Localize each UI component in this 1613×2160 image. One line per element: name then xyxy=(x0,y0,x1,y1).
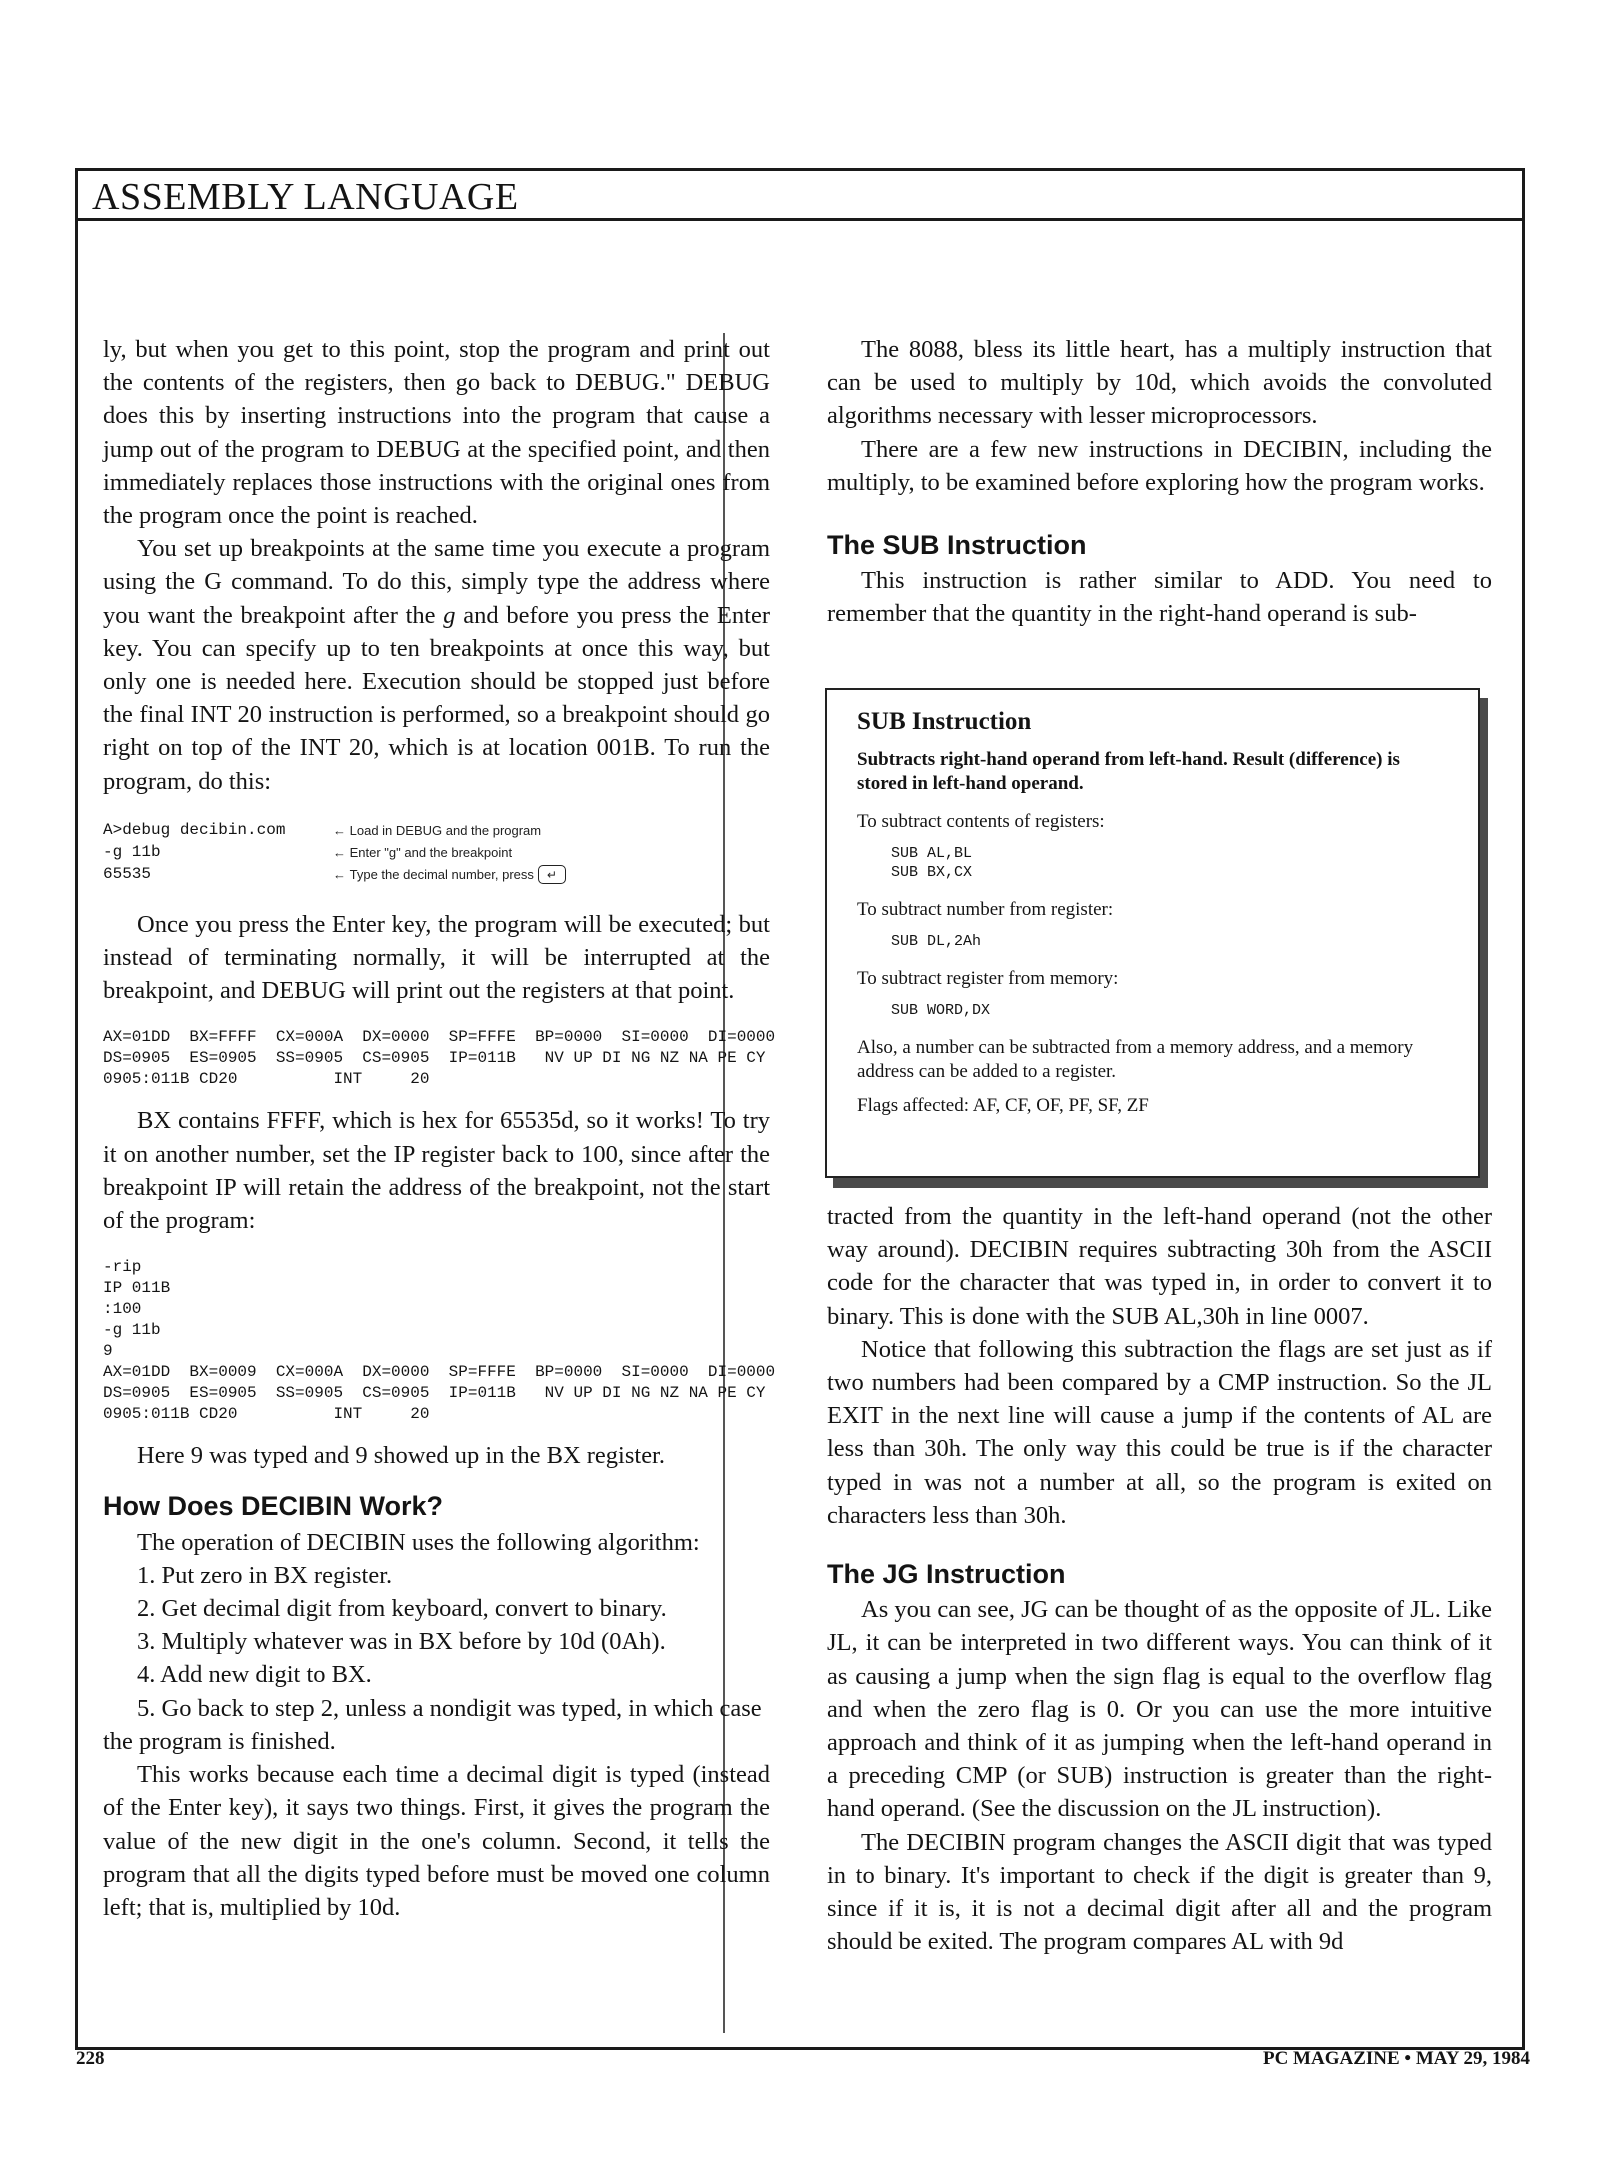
list-item: 4. Add new digit to BX. xyxy=(137,1661,372,1689)
left-paragraph-5: Here 9 was typed and 9 showed up in the BX register. xyxy=(137,1442,665,1470)
sidebar-code: SUB AL,BL SUB BX,CX xyxy=(891,845,973,881)
left-paragraph-1: ly, but when you get to this point, stop the program and print out the contents of the registers, then go back to DEBUG." DEBUG does this by inserting instructions into the program that cause a jump out of the program to DEBUG at the specified point, and then immediately replaces those instructions with the original ones from the program once the point is reached. xyxy=(103,336,770,530)
debug-command-listing xyxy=(103,820,770,886)
left-paragraph-6: The operation of DECIBIN uses the following algorithm: xyxy=(137,1528,700,1556)
command-row: 65535 ← Type the decimal number, press ↵ xyxy=(103,864,770,886)
right-paragraph-7: The DECIBIN program changes the ASCII digit that was typed in to binary. It's important to check if the digit is greater than 9, since if it is, it is not a decimal digit after all and the program should be exited. The program compares AL with 9d xyxy=(827,1828,1492,1956)
page-number: 228 xyxy=(76,2048,105,2069)
list-item: 2. Get decimal digit from keyboard, convert to binary. xyxy=(137,1595,667,1623)
command-row: A>debug decibin.com ← Load in DEBUG and the program xyxy=(103,820,770,842)
register-dump-2: -rip IP 011B :100 -g 11b 9 AX=01DD BX=0009 CX=000A DX=0000 SP=FFFE BP=0000 SI=0000 DI=0000 DS=0905 ES=0905 SS=0905 CS=0905 IP=011B NV UP DI NG NZ NA PE CY 0905:011B CD20 INT 20 xyxy=(103,1258,776,1424)
list-item: 1. Put zero in BX register. xyxy=(137,1561,393,1589)
list-item: 5. Go back to step 2, unless a nondigit was typed, in which case the program is finished. xyxy=(103,1694,762,1755)
left-paragraph-4: BX contains FFFF, which is hex for 65535d, so it works! To try it on another number, set the IP register back to 100, since after the breakpoint IP will retain the address of the breakpoint, not the start of the program: xyxy=(103,1107,770,1235)
right-paragraph-4: tracted from the quantity in the left-hand operand (not the other way around). DECIBIN requires subtracting 30h from the ASCII code for the character that was typed in, in order to convert it to binary. This is done with the SUB AL,30h in line 0007. xyxy=(827,1203,1492,1330)
left-paragraph-7: This works because each time a decimal digit is typed (instead of the Enter key), it says two things. First, it gives the program the value of the new digit in the one's column. Second, it tells the program that all the digits typed before must be moved one column left; that is, multiplied by 10d. xyxy=(103,1761,770,1921)
section-header xyxy=(78,171,1522,221)
heading-sub-instruction: The SUB Instruction xyxy=(827,530,1087,561)
algorithm-steps xyxy=(103,1559,770,1758)
sidebar-description: Subtracts right-hand operand from left-hand. Result (difference) is stored in left-hand operand. xyxy=(857,749,1400,794)
sub-instruction-sidebar xyxy=(825,688,1480,1178)
left-column xyxy=(103,333,776,1924)
sidebar-note: Also, a number can be subtracted from a memory address, and a memory address can be added to a register. xyxy=(857,1037,1414,1082)
sidebar-line: To subtract number from register: xyxy=(857,899,1114,920)
sidebar-line: To subtract contents of registers: xyxy=(857,811,1105,832)
enter-key-icon: ↵ xyxy=(538,865,566,884)
left-paragraph-3: Once you press the Enter key, the program will be executed; but instead of terminating normally, it will be interrupted at the breakpoint, and DEBUG will print out the registers at that point. xyxy=(103,910,770,1005)
right-column-bottom xyxy=(827,1200,1492,1958)
register-dump-1: AX=01DD BX=FFFF CX=000A DX=0000 SP=FFFE BP=0000 SI=0000 DI=0000 DS=0905 ES=0905 SS=0905 CS=0905 IP=011B NV UP DI NG NZ NA PE CY 0905:011B CD20 INT 20 xyxy=(103,1028,776,1089)
heading-jg-instruction: The JG Instruction xyxy=(827,1559,1066,1590)
left-paragraph-2: You set up breakpoints at the same time you execute a program using the G command. To do this, simply type the address where you want the breakpoint after the g and before you press the Enter key. You can specify up to ten breakpoints at once this way, but only one is needed here. Execution should be stopped just before the final INT 20 instruction is performed, so a breakpoint should go right on top of the INT 20, which is at location 001B. To run the program, do this: xyxy=(103,535,770,795)
right-paragraph-6: As you can see, JG can be thought of as the opposite of JL. Like JL, it can be interpreted in two different ways. You can think of it as causing a jump when the sign flag is equal to the overflow flag and when the zero flag is 0. Or you can use the more intuitive approach and think of it as jumping when the left-hand operand in a preceding CMP (or SUB) instruction is greater than the right-hand operand. (See the discussion on the JL instruction). xyxy=(827,1596,1492,1823)
heading-how-decibin-works: How Does DECIBIN Work? xyxy=(103,1491,444,1522)
right-paragraph-3: This instruction is rather similar to ADD. You need to remember that the quantity in the right-hand operand is sub- xyxy=(827,567,1492,628)
right-column-top xyxy=(827,333,1492,631)
command-note: Type the decimal number, press xyxy=(349,867,534,883)
publication-line: PC MAGAZINE • MAY 29, 1984 xyxy=(1262,2048,1530,2069)
right-paragraph-2: There are a few new instructions in DECIBIN, including the multiply, to be examined before exploring how the program works. xyxy=(827,435,1492,496)
command-note: Enter "g" and the breakpoint xyxy=(349,845,513,861)
right-paragraph-5: Notice that following this subtraction the flags are set just as if two numbers had been compared by a CMP instruction. So the JL EXIT in the next line will cause a jump if the contents of AL are less than 30h. The only way this could be true is if the character typed in was not a number at all, so the program is exited on characters less than 30h. xyxy=(827,1335,1492,1529)
sidebar-title: SUB Instruction xyxy=(857,708,1032,735)
sidebar-line: To subtract register from memory: xyxy=(857,968,1119,989)
list-item: 3. Multiply whatever was in BX before by 10d (0Ah). xyxy=(137,1628,666,1656)
command-note: Load in DEBUG and the program xyxy=(349,823,542,839)
right-paragraph-1: The 8088, bless its little heart, has a multiply instruction that can be used to multiply by 10d, which avoids the convoluted algorithms necessary with lesser microprocessors. xyxy=(827,336,1492,430)
sidebar-flags: Flags affected: AF, CF, OF, PF, SF, ZF xyxy=(857,1095,1149,1116)
command-row: -g 11b ← Enter "g" and the breakpoint xyxy=(103,842,770,864)
sidebar-code: SUB WORD,DX xyxy=(891,1002,991,1019)
sidebar-code: SUB DL,2Ah xyxy=(891,933,982,950)
section-title: ASSEMBLY LANGUAGE xyxy=(92,176,519,218)
